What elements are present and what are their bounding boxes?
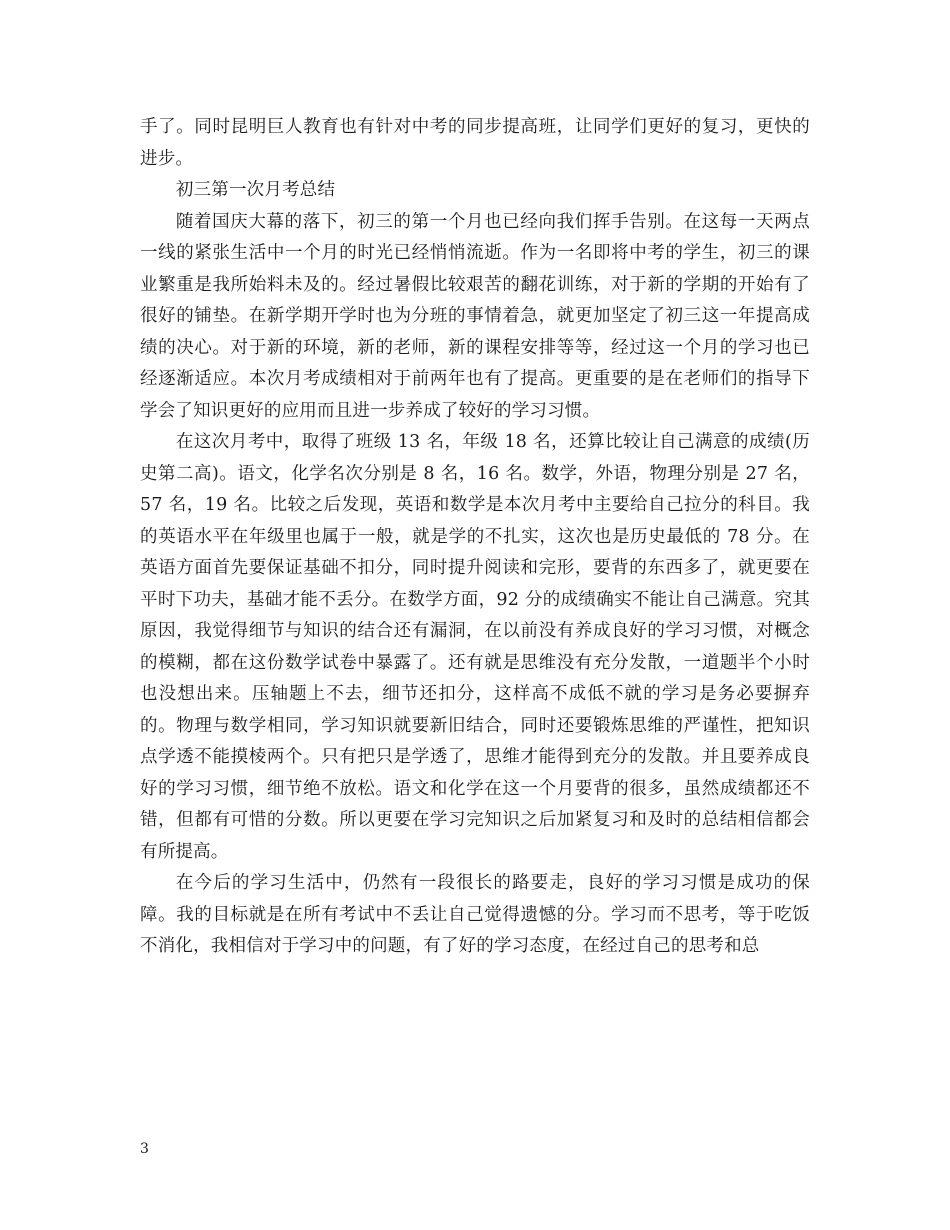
paragraph: 在今后的学习生活中，仍然有一段很长的路要走，良好的学习习惯是成功的保障。我的目标就是在所有考试中不丢让自己觉得遗憾的分。学习而不思考，等于吃饭不消化，我相信对于学习中的问题，有了好的学习态度，在经过自己的思考和总 xyxy=(140,873,810,956)
page-number: 3 xyxy=(140,1141,149,1157)
paragraph: 在这次月考中，取得了班级 13 名，年级 18 名，还算比较让自己满意的成绩(历史第二高)。语文，化学名次分别是 8 名，16 名。数学，外语，物理分别是 27 名，57 名，19 名。比较之后发现，英语和数学是本次月考中主要给自己拉分的科目。我的英语水平在年级里也属于一般，就是学的不扎实，这次也是历史最低的 78 分。在英语方面首先要保证基础不扣分，同时提升阅读和完形，要背的东西多了，就更要在平时下功夫，基础才能不丢分。在数学方面，92 分的成绩确实不能让自己满意。究其原因，我觉得细节与知识的结合还有漏洞，在以前没有养成良好的学习习惯，对概念的模糊，都在这份数学试卷中暴露了。还有就是思维没有充分发散，一道题半个小时也没想出来。压轴题上不去，细节还扣分，这样高不成低不就的学习是务必要摒弃的。物理与数学相同，学习知识就要新旧结合，同时还要锻炼思维的严谨性，把知识点学透不能摸棱两个。只有把只是学透了，思维才能得到充分的发散。并且要养成良好的学习习惯，细节绝不放松。语文和化学在这一个月要背的很多，虽然成绩都还不错，但都有可惜的分数。所以更要在学习完知识之后加紧复习和及时的总结相信都会有所提高。 xyxy=(140,432,810,862)
body-text xyxy=(140,112,810,963)
paragraph: 随着国庆大幕的落下，初三的第一个月也已经向我们挥手告别。在这每一天两点一线的紧张生活中一个月的时光已经悄悄流逝。作为一名即将中考的学生，初三的课业繁重是我所始料未及的。经过暑假比较艰苦的翻花训练，对于新的学期的开始有了很好的铺垫。在新学期开学时也为分班的事情着急，就更加坚定了初三这一年提高成绩的决心。对于新的环境，新的老师，新的课程安排等等，经过这一个月的学习也已经逐渐适应。本次月考成绩相对于前两年也有了提高。更重要的是在老师们的指导下学会了知识更好的应用而且进一步养成了较好的学习习惯。 xyxy=(140,211,810,421)
continuation-paragraph: 手了。同时昆明巨人教育也有针对中考的同步提高班，让同学们更好的复习，更快的进步。 xyxy=(140,117,810,169)
section-title: 初三第一次月考总结 xyxy=(175,180,336,200)
